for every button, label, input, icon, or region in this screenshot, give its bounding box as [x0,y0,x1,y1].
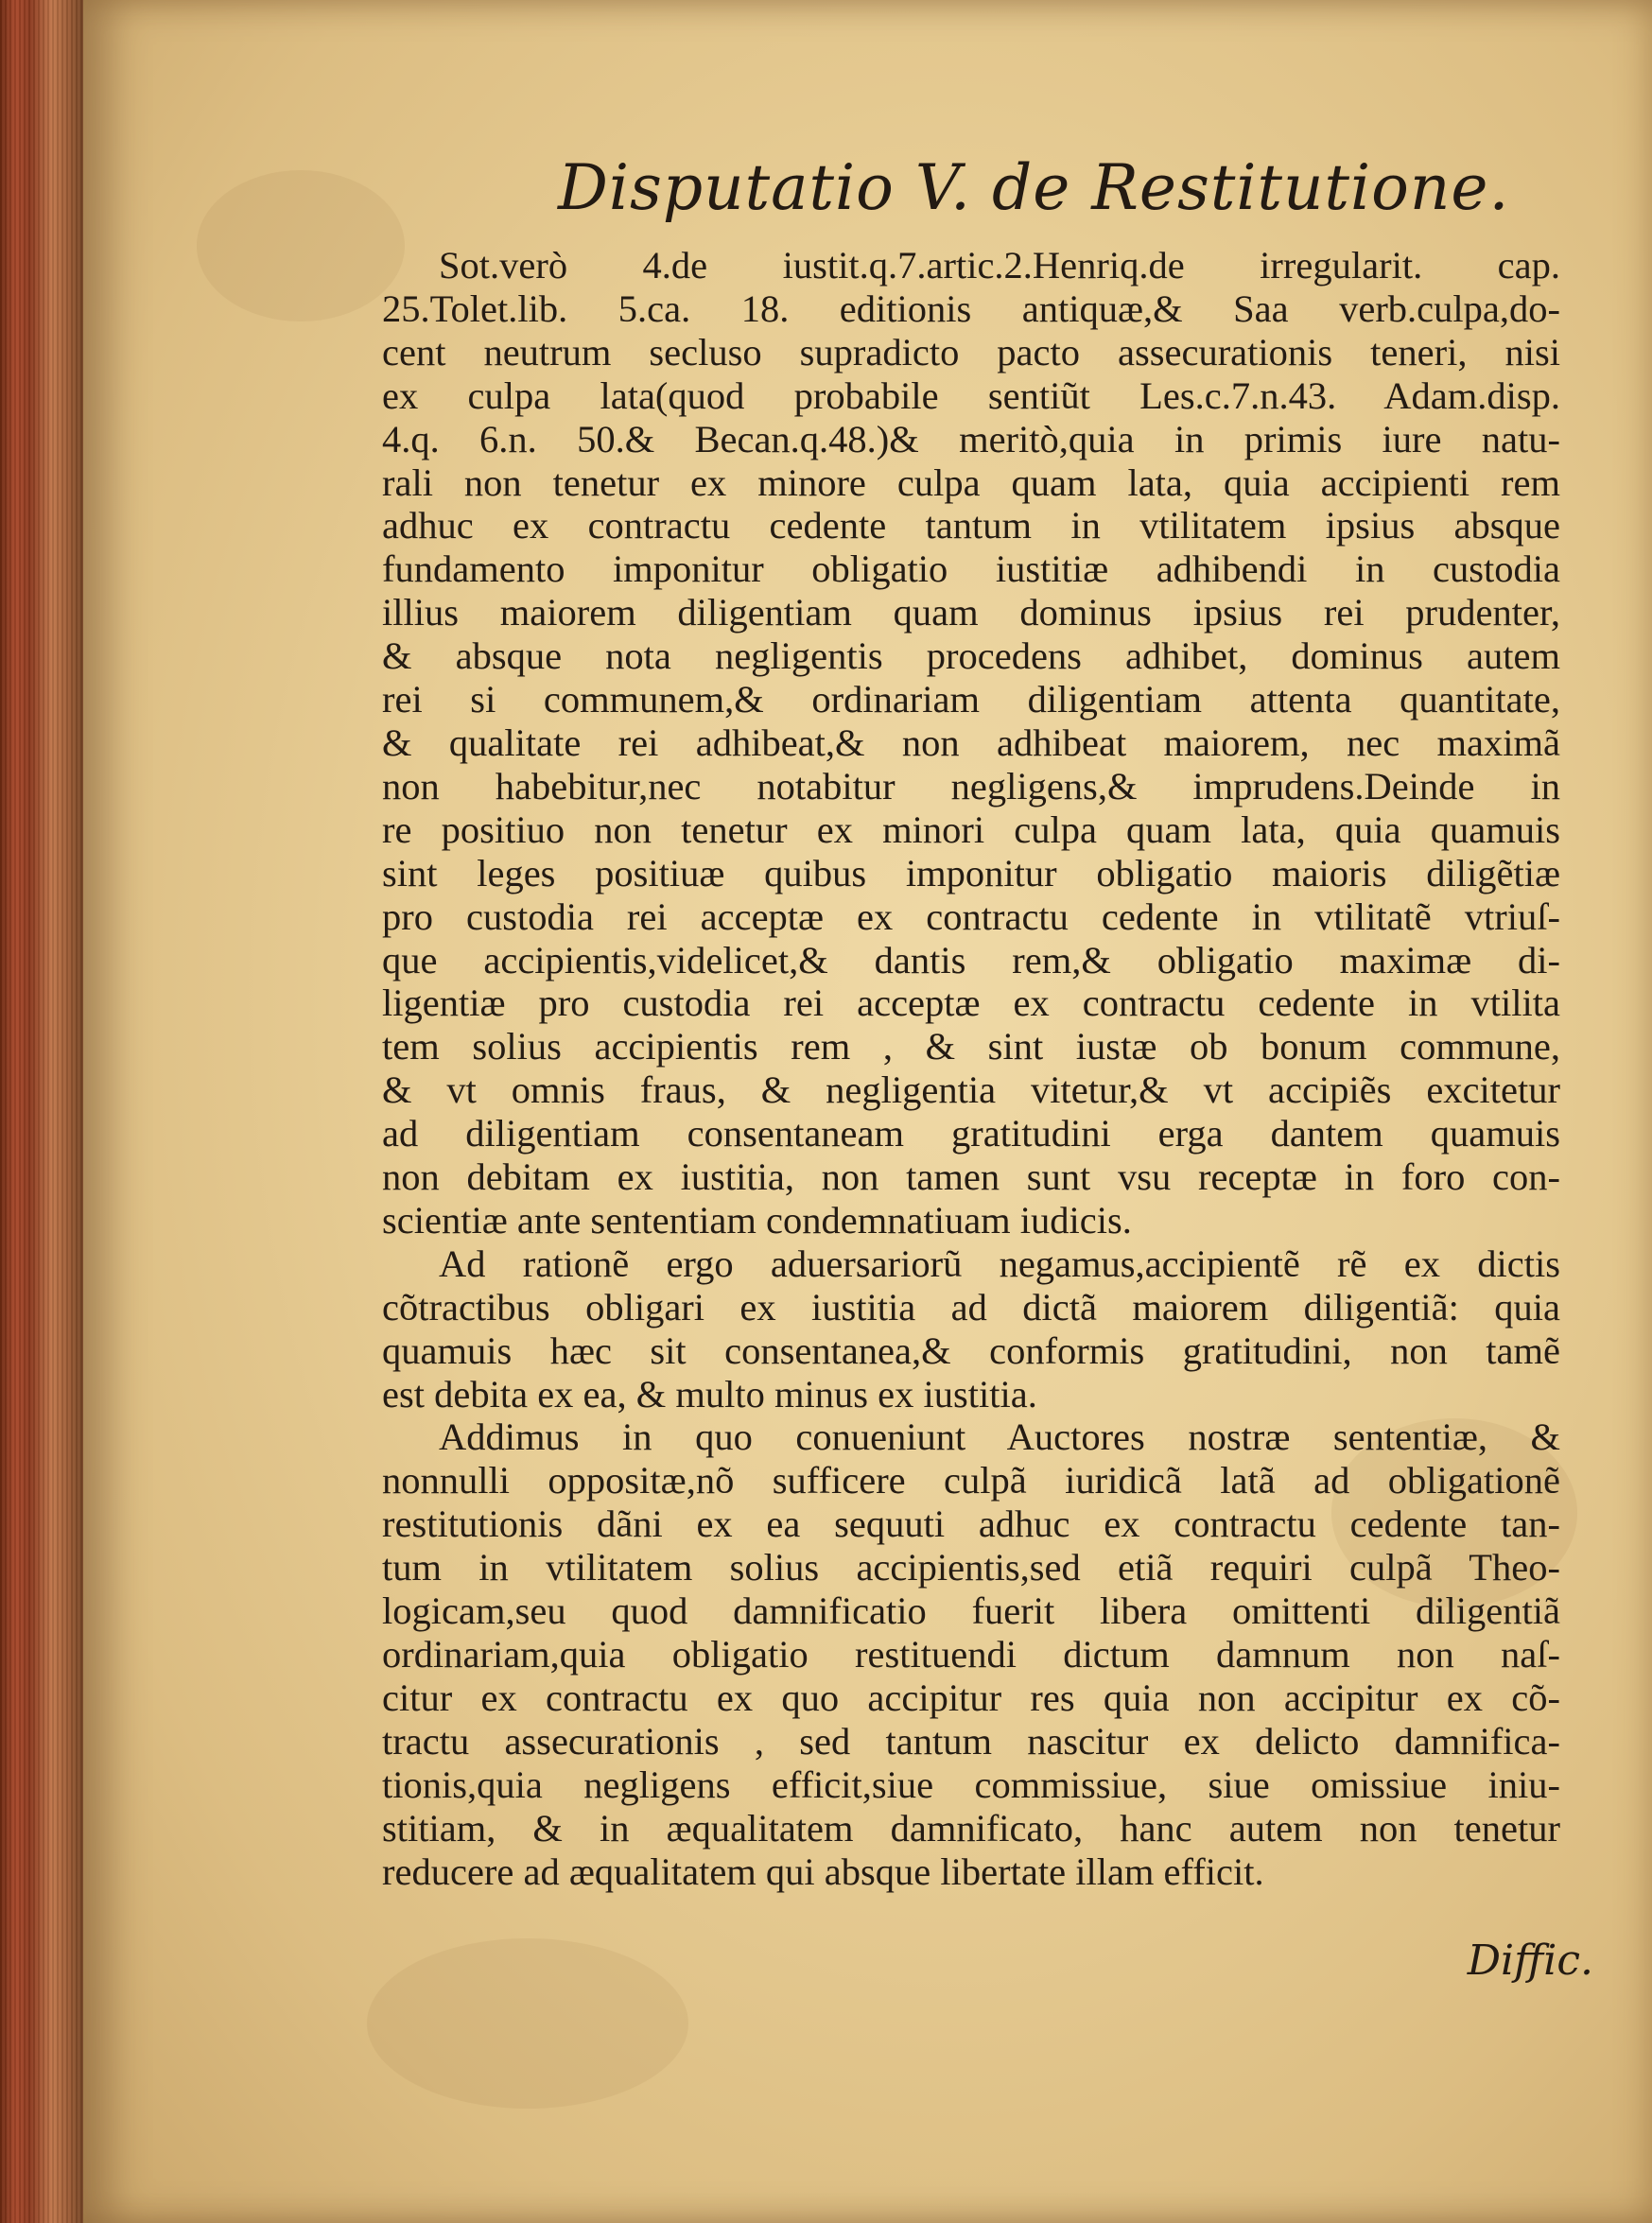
text-line: cõtractibus obligari ex iustitia ad dictã maiorem diligentiã: quia [382,1285,1560,1329]
text-line: non habebitur,nec notabitur negligens,& imprudens.Deinde in [382,764,1560,808]
text-line: 4.q. 6.n. 50.& Becan.q.48.)& meritò,quia in primis iure natu- [382,417,1560,460]
text-line: quamuis hæc sit consentanea,& conformis gratitudini, non tamẽ [382,1329,1560,1372]
text-line: ligentiæ pro custodia rei acceptæ ex contractu cedente in vtilita [382,981,1560,1025]
text-line: sint leges positiuæ quibus imponitur obligatio maioris diligẽtiæ [382,851,1560,894]
text-line: ad diligentiam consentaneam gratitudini erga dantem quamuis [382,1112,1560,1155]
text-line: ex culpa lata(quod probabile sentiũt Les.c.7.n.43. Adam.disp. [382,373,1560,417]
text-line: Ad rationẽ ergo aduersariorũ negamus,accipientẽ rẽ ex dictis [439,1242,1560,1285]
text-line: non debitam ex iustitia, non tamen sunt vsu receptæ in foro con- [382,1155,1560,1199]
text-line: 25.Tolet.lib. 5.ca. 18. editionis antiquæ,& Saa verb.culpa,do- [382,287,1560,330]
text-line: re positiuo non tenetur ex minori culpa quam lata, quia quamuis [382,808,1560,851]
text-line: tractu assecurationis , sed tantum nascitur ex delicto damnifica- [382,1719,1560,1763]
running-head: Disputatio V. de Restitutione. [558,151,1510,224]
body-text [382,244,1560,1893]
text-line: rei si communem,& ordinariam diligentiam attenta quantitate, [382,678,1560,721]
text-line: que accipientis,videlicet,& dantis rem,& obligatio maximæ di- [382,938,1560,981]
text-line: pro custodia rei acceptæ ex contractu cedente in vtilitatẽ vtriuſ- [382,894,1560,938]
text-line: & qualitate rei adhibeat,& non adhibeat maiorem, nec maximã [382,721,1560,764]
text-line: ordinariam,quia obligatio restituendi dictum damnum non naſ- [382,1633,1560,1676]
text-line: tem solius accipientis rem , & sint iustæ ob bonum commune, [382,1025,1560,1068]
paper-stain [197,170,405,321]
text-line: Sot.verò 4.de iustit.q.7.artic.2.Henriq.de irregularit. cap. [439,244,1560,287]
catchword: Diffic. [1467,1936,1593,1985]
text-line: citur ex contractu ex quo accipitur res quia non accipitur ex cõ- [382,1676,1560,1719]
text-line: restitutionis dãni ex ea sequuti adhuc ex contractu cedente tan- [382,1502,1560,1546]
book-edge-texture [0,0,87,2223]
text-line: nonnulli oppositæ,nõ sufficere culpã iuridicã latã ad obligationẽ [382,1459,1560,1502]
text-line: stitiam, & in æqualitatem damnificato, hanc autem non tenetur [382,1806,1560,1850]
text-line: cent neutrum secluso supradicto pacto assecurationis teneri, nisi [382,330,1560,373]
text-line: rali non tenetur ex minore culpa quam lata, quia accipienti rem [382,460,1560,504]
text-line: scientiæ ante sententiam condemnatiuam iudicis. [382,1198,1132,1242]
text-line: logicam,seu quod damnificatio fuerit libera omittenti diligentiã [382,1589,1560,1633]
text-line: tionis,quia negligens efficit,siue commissiue, siue omissiue iniu- [382,1763,1560,1806]
text-line: est debita ex ea, & multo minus ex iustitia. [382,1372,1037,1415]
text-line: adhuc ex contractu cedente tantum in vtilitatem ipsius absque [382,504,1560,547]
text-line: Addimus in quo conueniunt Auctores nostræ sententiæ, & [439,1415,1560,1459]
text-line: & absque nota negligentis procedens adhibet, dominus autem [382,634,1560,678]
text-line: illius maiorem diligentiam quam dominus ipsius rei prudenter, [382,591,1560,634]
text-line: tum in vtilitatem solius accipientis,sed etiã requiri culpã Theo- [382,1546,1560,1589]
text-line: reducere ad æqualitatem qui absque libertate illam efficit. [382,1850,1264,1893]
paper-stain [367,1938,688,2109]
text-line: fundamento imponitur obligatio iustitiæ adhibendi in custodia [382,547,1560,591]
text-line: & vt omnis fraus, & negligentia vitetur,& vt accipiẽs excitetur [382,1068,1560,1112]
text-lines [382,244,1560,1893]
